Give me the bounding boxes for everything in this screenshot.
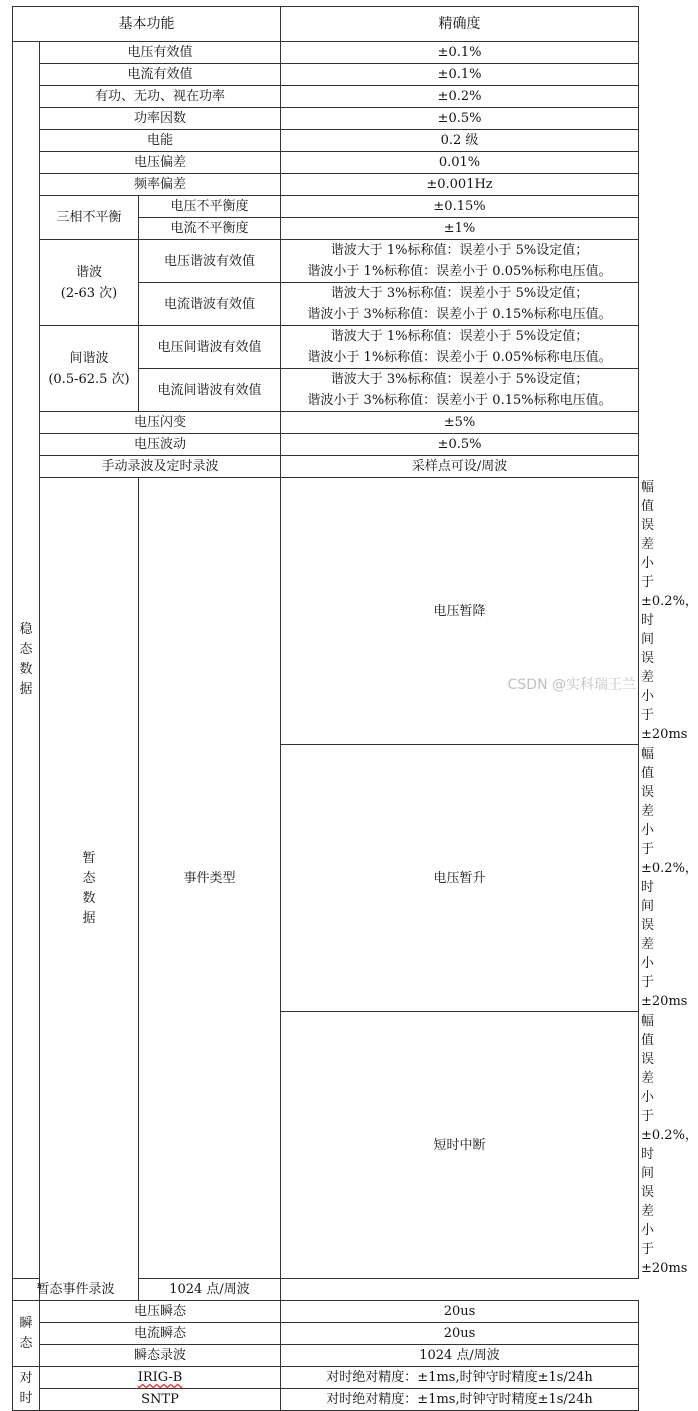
watermark: CSDN @实科瑞王兰 — [507, 677, 636, 693]
row-value: 1024 点/周波 — [281, 1345, 639, 1367]
value-line: 谐波大于 1%标称值：误差小于 5%设定值； — [330, 329, 589, 344]
row-value: ±5% — [281, 412, 639, 434]
section-label-timing: 对 时 — [13, 1367, 40, 1411]
row-name: 电压闪变 — [40, 412, 281, 434]
header-accuracy: 精确度 — [281, 7, 639, 42]
row-value: ±0.2% — [281, 86, 639, 108]
row-name: 电压暂降 — [281, 478, 639, 745]
group-label-line: 谐波 — [75, 264, 102, 280]
table-row — [13, 1367, 639, 1389]
row-value: 对时绝对精度：±1ms,时钟守时精度±1s/24h — [281, 1367, 639, 1389]
row-name: 电能 — [40, 130, 281, 152]
row-name: 暂态事件录波 — [13, 1279, 139, 1301]
group-label-line: 间谐波 — [69, 350, 109, 366]
row-value: 0.2 级 — [281, 130, 639, 152]
row-name: 电压谐波有效值 — [139, 240, 281, 283]
table-row — [13, 456, 639, 478]
row-name: 电流谐波有效值 — [139, 283, 281, 326]
table-row — [13, 1279, 639, 1301]
table-row — [13, 108, 639, 130]
row-value: 对时绝对精度：±1ms,时钟守时精度±1s/24h — [281, 1389, 639, 1411]
row-name: 电流间谐波有效值 — [139, 369, 281, 412]
row-name: 电压瞬态 — [40, 1301, 281, 1323]
row-name: 有功、无功、视在功率 — [40, 86, 281, 108]
value-line: 谐波小于 1%标称值：误差小于 0.05%标称电压值。 — [307, 350, 612, 365]
table-row — [13, 1389, 639, 1411]
row-name: 电流有效值 — [40, 64, 281, 86]
group-label-line: (2-63 次) — [60, 285, 118, 301]
row-value: 采样点可设/周波 — [281, 456, 639, 478]
row-name: 短时中断 — [281, 1012, 639, 1279]
row-name: 手动录波及定时录波 — [40, 456, 281, 478]
row-value: 1024 点/周波 — [139, 1279, 281, 1301]
row-name: 电流不平衡度 — [139, 218, 281, 240]
table-row — [13, 412, 639, 434]
row-value — [281, 369, 639, 412]
group-label-interharmonic — [40, 326, 139, 412]
row-value: ±0.001Hz — [281, 174, 639, 196]
group-label-event-type: 事件类型 — [139, 478, 281, 1279]
row-name: 频率偏差 — [40, 174, 281, 196]
table-row — [13, 434, 639, 456]
row-value: ±0.5% — [281, 108, 639, 130]
table-row — [13, 1323, 639, 1345]
accuracy-spec-table — [12, 6, 698, 1411]
table-row — [13, 130, 639, 152]
row-name: 电压暂升 — [281, 745, 639, 1012]
group-label-unbalance: 三相不平衡 — [40, 196, 139, 240]
group-label-harmonic — [40, 240, 139, 326]
table-row — [13, 64, 639, 86]
section-label-transient: 暂 态 数 据 — [40, 478, 139, 1301]
row-name: 功率因数 — [40, 108, 281, 130]
row-name — [40, 1367, 281, 1389]
row-name: 电流瞬态 — [40, 1323, 281, 1345]
row-value: ±0.1% — [281, 42, 639, 64]
value-line: 谐波大于 3%标称值：误差小于 5%设定值； — [330, 286, 589, 301]
value-line: 谐波大于 3%标称值：误差小于 5%设定值； — [330, 372, 589, 387]
row-value: ±1% — [281, 218, 639, 240]
row-value: ±0.15% — [281, 196, 639, 218]
table-row — [13, 240, 639, 283]
row-name: 电压不平衡度 — [139, 196, 281, 218]
table-header-row — [13, 7, 639, 42]
row-name: 电压有效值 — [40, 42, 281, 64]
row-value: 20us — [281, 1301, 639, 1323]
value-line: 谐波大于 1%标称值：误差小于 5%设定值； — [330, 243, 589, 258]
row-name: SNTP — [40, 1389, 281, 1411]
row-name: 电压偏差 — [40, 152, 281, 174]
section-label-instant: 瞬 态 — [13, 1301, 40, 1367]
value-line: 谐波小于 3%标称值：误差小于 0.15%标称电压值。 — [307, 307, 612, 322]
table-row — [13, 174, 639, 196]
table-row — [13, 196, 639, 218]
group-label-line: (0.5-62.5 次) — [48, 371, 130, 387]
table-row — [13, 1345, 639, 1367]
row-value: 20us — [281, 1323, 639, 1345]
table-row: 暂 态 数 据 事件类型 电压暂降 幅值误差小于±0.2%，时间误差小于±20ms — [13, 478, 639, 745]
row-value — [281, 326, 639, 369]
row-name: 瞬态录波 — [40, 1345, 281, 1367]
section-label-steady: 稳 态 数 据 — [13, 42, 40, 1279]
row-value — [281, 240, 639, 283]
table-row: 电压暂升 幅值误差小于±0.2%，时间误差小于±20ms — [13, 745, 639, 1012]
row-value: 0.01% — [281, 152, 639, 174]
row-value — [281, 283, 639, 326]
table-row — [13, 42, 639, 64]
header-function: 基本功能 — [13, 7, 281, 42]
table-row — [13, 152, 639, 174]
row-value: ±0.1% — [281, 64, 639, 86]
table-row: 短时中断 幅值误差小于±0.2%，时间误差小于±20ms — [13, 1012, 639, 1279]
irig-b-label: IRIG-B — [137, 1370, 183, 1385]
table-row — [13, 1301, 639, 1323]
table-row — [13, 326, 639, 369]
value-line: 谐波小于 3%标称值：误差小于 0.15%标称电压值。 — [307, 393, 612, 408]
value-line: 谐波小于 1%标称值：误差小于 0.05%标称电压值。 — [307, 264, 612, 279]
table-row — [13, 86, 639, 108]
row-name: 电压间谐波有效值 — [139, 326, 281, 369]
row-name: 电压波动 — [40, 434, 281, 456]
row-value: ±0.5% — [281, 434, 639, 456]
